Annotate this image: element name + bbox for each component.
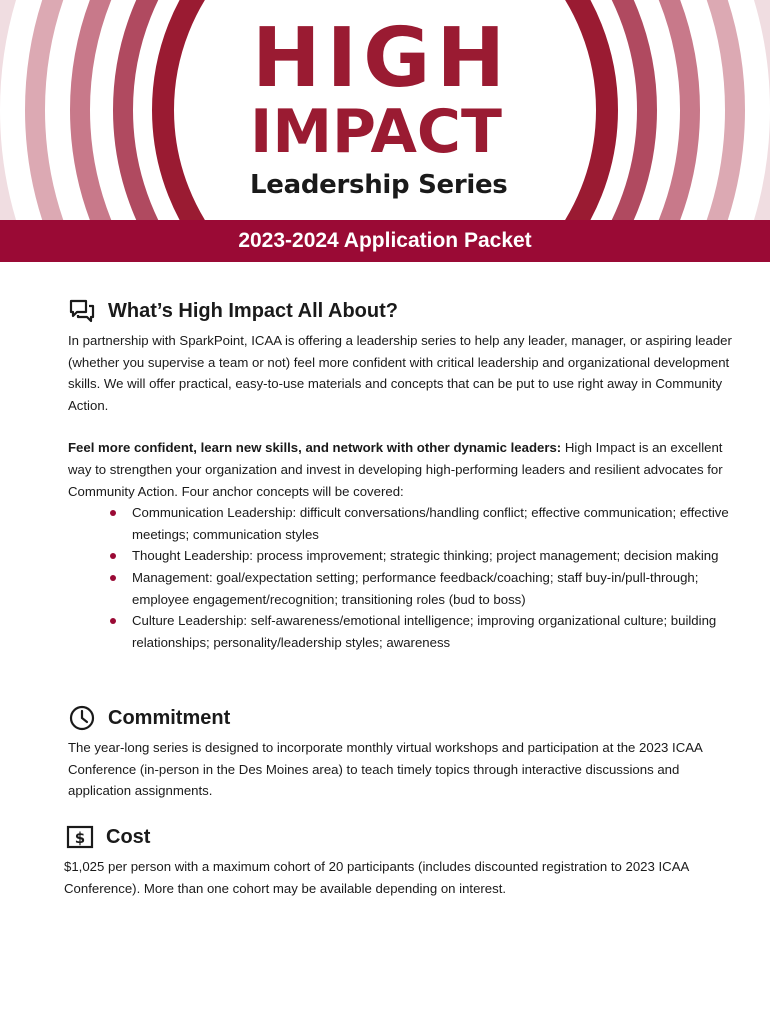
about-title: What’s High Impact All About? (108, 299, 398, 322)
svg-text:$: $ (74, 829, 86, 847)
logo-line-high: HIGH (252, 11, 512, 106)
title-banner (0, 220, 770, 262)
cost-title: Cost (106, 825, 151, 848)
logo (250, 11, 530, 200)
list-item: Communication Leadership: difficult conversations/handling conflict; effective communication; effective meetings; communication styles (132, 502, 740, 545)
commitment-paragraph: The year-long series is designed to incorporate monthly virtual workshops and participation at the 2023 ICAA Conference (in-person in the Des Moines area) to teach timely topics through interactive discussions and application assignments. (68, 740, 703, 799)
logo-line-series: Leadership Series (250, 170, 508, 200)
dollar-icon (66, 824, 94, 850)
header-art (0, 0, 770, 220)
commitment-title: Commitment (108, 706, 231, 729)
about-lead-bold: Feel more confident, learn new skills, and network with other dynamic leaders: (68, 440, 562, 456)
cost-section (64, 822, 736, 899)
logo-line-impact: IMPACT (250, 97, 502, 167)
list-item: Thought Leadership: process improvement; strategic thinking; project management; decision making (132, 545, 740, 567)
cost-paragraph: $1,025 per person with a maximum cohort of 20 participants (includes discounted registration to 2023 ICAA Conference). More than one cohort may be available depending on interest. (64, 859, 689, 896)
anchor-concepts-list (68, 502, 740, 653)
about-lead-text: High Impact is an excellent way to strengthen your organization and invest in developing high-performing leaders and resilient advocates for Community Action. Four anchor concepts will be covered: (68, 440, 723, 499)
list-item: Management: goal/expectation setting; performance feedback/coaching; staff buy-in/pull-through; employee engagement/recognition; transitioning roles (bud to boss) (132, 567, 740, 610)
cost-heading (64, 822, 736, 852)
page-title: 2023-2024 Application Packet (238, 229, 532, 252)
chat-bubbles-icon (68, 298, 96, 324)
clock-icon (68, 705, 96, 731)
list-item: Culture Leadership: self-awareness/emotional intelligence; improving organizational culture; building relationships; personality/leadership styles; awareness (132, 610, 740, 653)
about-lead (68, 437, 740, 502)
about-section (68, 296, 740, 653)
commitment-section (68, 703, 740, 802)
commitment-heading (68, 703, 740, 733)
about-paragraph: In partnership with SparkPoint, ICAA is offering a leadership series to help any leader, manager, or aspiring leader (whether you supervise a team or not) feel more confident with critical leadership and organizational development skills. We will offer practical, easy-to-use materials and concepts that can be put to use right away in Community Action. (68, 333, 732, 413)
about-heading (68, 296, 740, 326)
